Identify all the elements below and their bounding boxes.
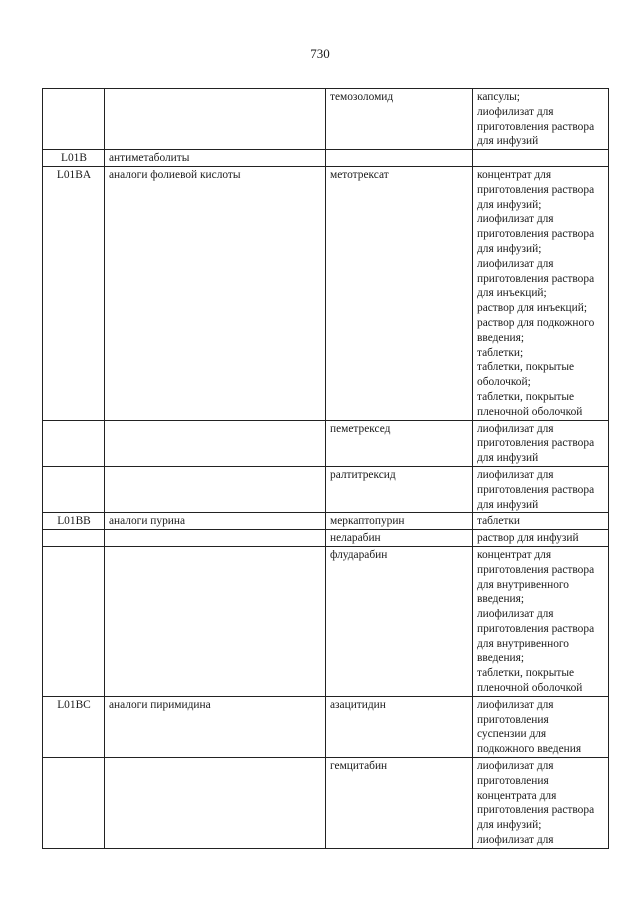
dosage-form-line: приготовления раствора <box>477 228 595 241</box>
dosage-form-line: приготовления раствора <box>477 804 595 817</box>
drug-name-cell: темозоломид <box>326 89 473 150</box>
table-row <box>43 466 609 512</box>
dosage-forms-cell <box>473 696 609 757</box>
dosage-form-line: оболочкой; <box>477 376 531 389</box>
table-row <box>43 513 609 530</box>
dosage-form-line: лиофилизат для <box>477 105 554 118</box>
dosage-form-line: таблетки; <box>477 346 524 359</box>
table-row <box>43 546 609 696</box>
table-row <box>43 150 609 167</box>
group-name-cell <box>105 530 326 547</box>
table-row <box>43 758 609 849</box>
dosage-form-line: для инфузий; <box>477 819 542 832</box>
dosage-form-line: приготовления раствора <box>477 563 595 576</box>
dosage-form-line: раствор для инфузий <box>477 532 579 545</box>
table-row <box>43 89 609 150</box>
group-name-cell <box>105 89 326 150</box>
dosage-form-line: лиофилизат для <box>477 760 554 773</box>
dosage-form-line: подкожного введения <box>477 743 582 756</box>
group-name-cell <box>105 546 326 696</box>
drug-name-cell: меркаптопурин <box>326 513 473 530</box>
drug-name-cell: азацитидин <box>326 696 473 757</box>
dosage-forms-cell <box>473 530 609 547</box>
dosage-form-line: пленочной оболочкой <box>477 682 583 695</box>
dosage-form-line: лиофилизат для <box>477 213 554 226</box>
dosage-form-line: приготовления раствора <box>477 622 595 635</box>
group-name-cell <box>105 758 326 849</box>
dosage-form-line: раствор для инъекций; <box>477 302 588 315</box>
dosage-form-line: приготовления раствора <box>477 272 595 285</box>
dosage-form-line: раствор для подкожного <box>477 316 595 329</box>
dosage-form-line: для внутривенного <box>477 637 569 650</box>
atc-code-cell <box>43 420 105 466</box>
drug-name-cell: гемцитабин <box>326 758 473 849</box>
drug-name-cell: ралтитрексид <box>326 466 473 512</box>
dosage-form-line: приготовления раствора <box>477 183 595 196</box>
group-name-cell <box>105 420 326 466</box>
dosage-form-line: приготовления раствора <box>477 437 595 450</box>
table-row <box>43 420 609 466</box>
dosage-form-line: концентрат для <box>477 548 552 561</box>
table-row <box>43 166 609 420</box>
drug-name-cell: метотрексат <box>326 166 473 420</box>
dosage-form-line: введения; <box>477 652 525 665</box>
group-name-cell <box>105 466 326 512</box>
dosage-form-line: концентрат для <box>477 168 552 181</box>
dosage-form-line: для инфузий <box>477 135 539 148</box>
atc-code-cell <box>43 530 105 547</box>
dosage-forms-cell <box>473 420 609 466</box>
dosage-form-line: таблетки, покрытые <box>477 390 575 403</box>
dosage-form-line: для инъекций; <box>477 287 547 300</box>
dosage-form-line: таблетки, покрытые <box>477 667 575 680</box>
dosage-form-line: лиофилизат для <box>477 257 554 270</box>
dosage-forms-cell <box>473 546 609 696</box>
group-name-cell: антиметаболиты <box>105 150 326 167</box>
dosage-form-line: капсулы; <box>477 91 520 103</box>
atc-code-cell: L01BA <box>43 166 105 420</box>
dosage-form-line: таблетки, покрытые <box>477 361 575 374</box>
dosage-forms-cell <box>473 150 609 167</box>
dosage-form-line: введения; <box>477 593 525 606</box>
dosage-forms-cell <box>473 758 609 849</box>
dosage-forms-cell <box>473 466 609 512</box>
dosage-forms-cell <box>473 89 609 150</box>
group-name-cell: аналоги пиримидина <box>105 696 326 757</box>
table-row <box>43 696 609 757</box>
dosage-form-line: приготовления <box>477 713 549 726</box>
atc-code-cell <box>43 758 105 849</box>
drug-table <box>42 88 609 849</box>
drug-name-cell: неларабин <box>326 530 473 547</box>
dosage-form-line: лиофилизат для <box>477 468 554 481</box>
dosage-form-line: для инфузий; <box>477 242 542 255</box>
dosage-form-line: для внутривенного <box>477 578 569 591</box>
atc-code-cell: L01B <box>43 150 105 167</box>
dosage-form-line: приготовления раствора <box>477 483 595 496</box>
dosage-form-line: лиофилизат для <box>477 834 554 847</box>
table-body <box>43 89 609 849</box>
table-row <box>43 530 609 547</box>
atc-code-cell <box>43 466 105 512</box>
dosage-form-line: для инфузий; <box>477 198 542 211</box>
dosage-form-line: пленочной оболочкой <box>477 405 583 418</box>
drug-name-cell: флударабин <box>326 546 473 696</box>
drug-name-cell: пеметрексед <box>326 420 473 466</box>
dosage-form-line: для инфузий <box>477 498 539 511</box>
dosage-form-line: лиофилизат для <box>477 698 554 711</box>
group-name-cell: аналоги фолиевой кислоты <box>105 166 326 420</box>
atc-code-cell: L01BC <box>43 696 105 757</box>
dosage-form-line: приготовления <box>477 774 549 787</box>
dosage-form-line: лиофилизат для <box>477 608 554 621</box>
dosage-form-line: для инфузий <box>477 452 539 465</box>
dosage-form-line: лиофилизат для <box>477 422 554 435</box>
dosage-form-line: введения; <box>477 331 525 344</box>
atc-code-cell <box>43 546 105 696</box>
dosage-forms-cell <box>473 513 609 530</box>
group-name-cell: аналоги пурина <box>105 513 326 530</box>
page-number: 730 <box>310 46 330 61</box>
atc-code-cell <box>43 89 105 150</box>
atc-code-cell: L01BB <box>43 513 105 530</box>
dosage-form-line: суспензии для <box>477 728 547 741</box>
drug-name-cell <box>326 150 473 167</box>
dosage-form-line: приготовления раствора <box>477 120 595 133</box>
dosage-form-line: концентрата для <box>477 789 557 802</box>
dosage-form-line: таблетки <box>477 515 521 528</box>
dosage-forms-cell <box>473 166 609 420</box>
